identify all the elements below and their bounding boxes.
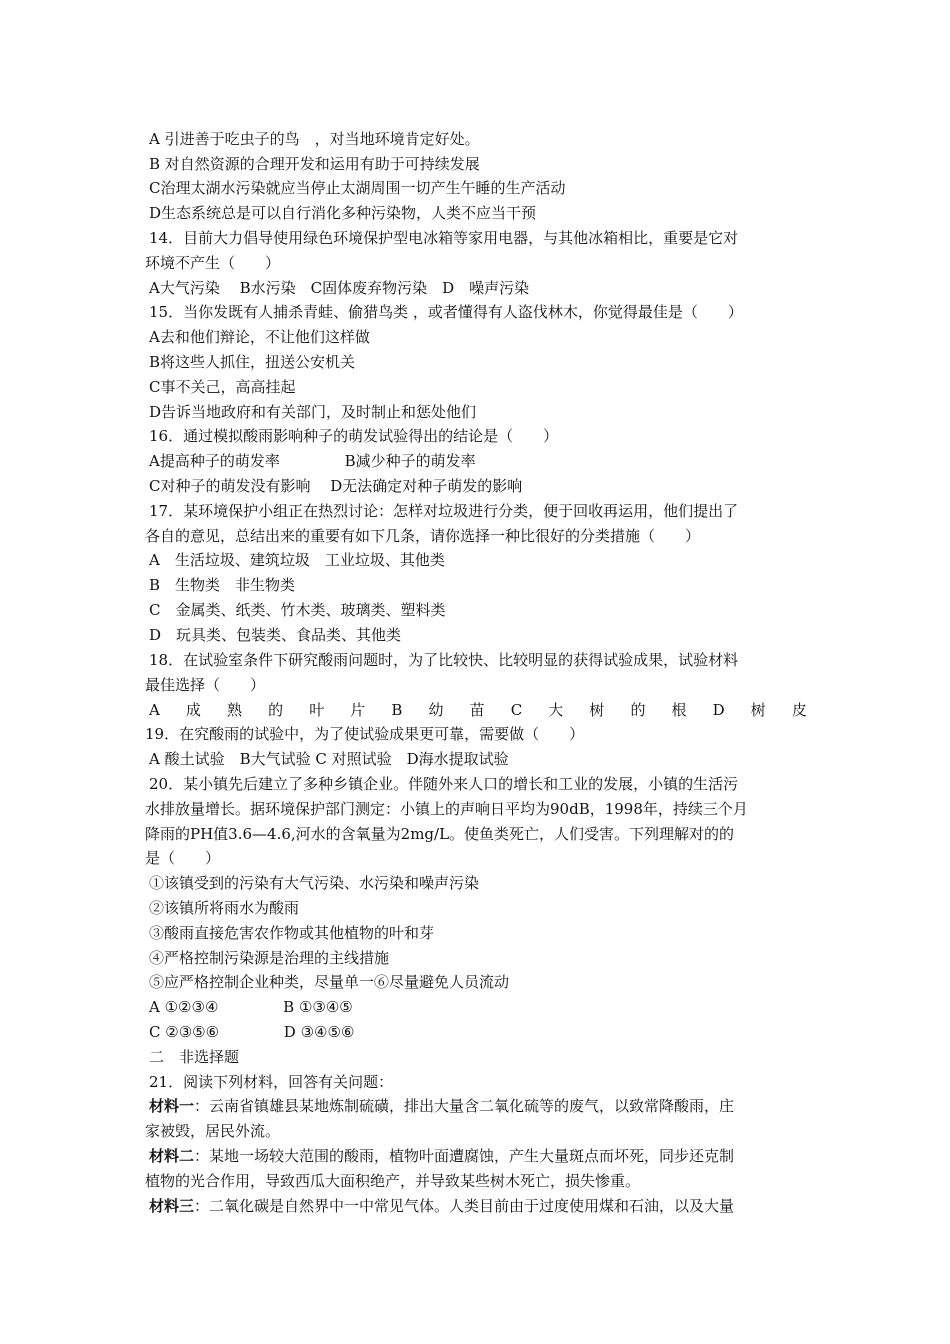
option-line: A去和他们辩论，不让他们这样做 [149,328,370,346]
text-line: 家被毁，居民外流。 [145,1122,281,1140]
text-line: A 引进善于吃虫子的鸟 ，对当地环境肯定好处。 [149,130,480,148]
options-16-row2: C对种子的萌发没有影响 D无法确定对种子萌发的影响 [149,477,523,495]
option-line: C 金属类、纸类、竹木类、玻璃类、塑料类 [149,601,446,619]
options-20-row2: C ②③⑤⑥ D ③④⑤⑥ [149,1023,355,1041]
text-line: 环境不产生（ ） [145,254,281,272]
statement-line: ④严格控制污染源是治理的主线措施 [149,949,390,967]
option-token: C [510,701,523,719]
option-line: D 玩具类、包装类、食品类、其他类 [149,626,402,644]
option-token: 大 [548,701,564,719]
option-token: 熟 [227,701,243,719]
options-18 [149,698,807,722]
option-token: 皮 [791,701,807,719]
material-text: ：二氧化碳是自然界中一中常见气体。人类目前由于过度使用煤和石油，以及大量 [194,1197,735,1215]
question-18: 18．在试验室条件下研究酸雨问题时，为了比较快、比较明显的获得试验成果，试验材料 [149,651,739,669]
option-token: 成 [185,701,201,719]
options-19: A 酸土试验 B大气试验 C 对照试验 D海水提取试验 [149,750,509,768]
option-token: 的 [268,701,284,719]
material-2 [149,1144,812,1168]
option-token: 根 [671,701,687,719]
statement-line: ①该镇受到的污染有大气污染、水污染和噪声污染 [149,874,480,892]
question-19: 19．在究酸雨的试验中，为了使试验成果更可靠，需要做（ ） [145,725,585,743]
question-15: 15．当你发既有人捕杀青蛙、偷猎鸟类 ，或者懂得有人盗伐林木，你觉得最佳是（ ） [149,303,743,321]
section-heading: 二 非选择题 [149,1048,240,1066]
option-token: 片 [350,701,366,719]
statement-line: ⑤应严格控制企业种类，尽量单一⑥尽量避免人员流动 [149,973,510,991]
text-line: 降雨的PH值3.6—4.6,河水的含氧量为2mg/L。使鱼类死亡，人们受害。下列理解对的的 [145,825,735,843]
option-line: B将这些人抓住，扭送公安机关 [149,353,356,371]
material-text: ：云南省镇雄县某地炼制硫磺，排出大量含二氧化硫等的废气，以致常降酸雨，庄 [194,1097,735,1115]
text-line: 最佳选择（ ） [145,676,266,694]
material-1 [149,1094,812,1118]
material-label: 材料一 [149,1097,195,1115]
option-token: 树 [750,701,766,719]
options-20-row1: A ①②③④ B ①③④⑤ [149,998,353,1016]
question-14: 14．目前大力倡导使用绿色环境保护型电冰箱等家用电器，与其他冰箱相比，重要是它对 [149,229,739,247]
option-token: D [712,701,725,719]
text-line: 植物的光合作用，导致西瓜大面积绝产，并导致某些树木死亡，损失惨重。 [145,1172,641,1190]
option-token: 的 [630,701,646,719]
option-token: 苗 [469,701,485,719]
options-14: A大气污染 B水污染 C固体废弃物污染 D 噪声污染 [149,279,530,297]
option-token: B [391,701,403,719]
option-token: A [149,701,160,719]
text-line: 水排放量增长。据环境保护部门测定：小镇上的声响日平均为90dB，1998年，持续三个月 [145,800,748,818]
question-20: 20．某小镇先后建立了多种乡镇企业。伴随外来人口的增长和工业的发展，小镇的生活污 [149,775,739,793]
text-line: B 对自然资源的合理开发和运用有助于可持续发展 [149,155,480,173]
option-token: 幼 [428,701,444,719]
material-text: ：某地一场较大范围的酸雨，植物叶面遭腐蚀，产生大量斑点而坏死，同步还克制 [194,1147,735,1165]
text-line: D生态系统总是可以自行消化多种污染物，人类不应当干预 [149,204,537,222]
material-label: 材料二 [149,1147,195,1165]
option-token: 叶 [309,701,325,719]
option-line: C事不关己，高高挂起 [149,378,296,396]
statement-line: ②该镇所将雨水为酸雨 [149,899,300,917]
statement-line: ③酸雨直接危害农作物或其他植物的叶和芽 [149,924,435,942]
text-line: 各自的意见，总结出来的重要有如下几条，请你选择一种比很好的分类措施（ ） [145,527,701,545]
options-16-row1: A提高种子的萌发率 B减少种子的萌发率 [149,452,476,470]
text-line: C治理太湖水污染就应当停止太湖周围一切产生午睡的生产活动 [149,179,566,197]
option-line: A 生活垃圾、建筑垃圾 工业垃圾、其他类 [149,551,445,569]
question-17: 17．某环境保护小组正在热烈讨论：怎样对垃圾进行分类，便于回收再运用，他们提出了 [149,502,739,520]
material-3 [149,1194,812,1218]
question-21: 21．阅读下列材料，回答有关问题： [149,1073,394,1091]
option-line: D告诉当地政府和有关部门，及时制止和惩处他们 [149,403,477,421]
question-16: 16．通过模拟酸雨影响种子的萌发试验得出的结论是（ ） [149,427,559,445]
text-line: 是（ ） [145,849,221,867]
material-label: 材料三 [149,1197,195,1215]
option-token: 树 [589,701,605,719]
option-line: B 生物类 非生物类 [149,576,296,594]
